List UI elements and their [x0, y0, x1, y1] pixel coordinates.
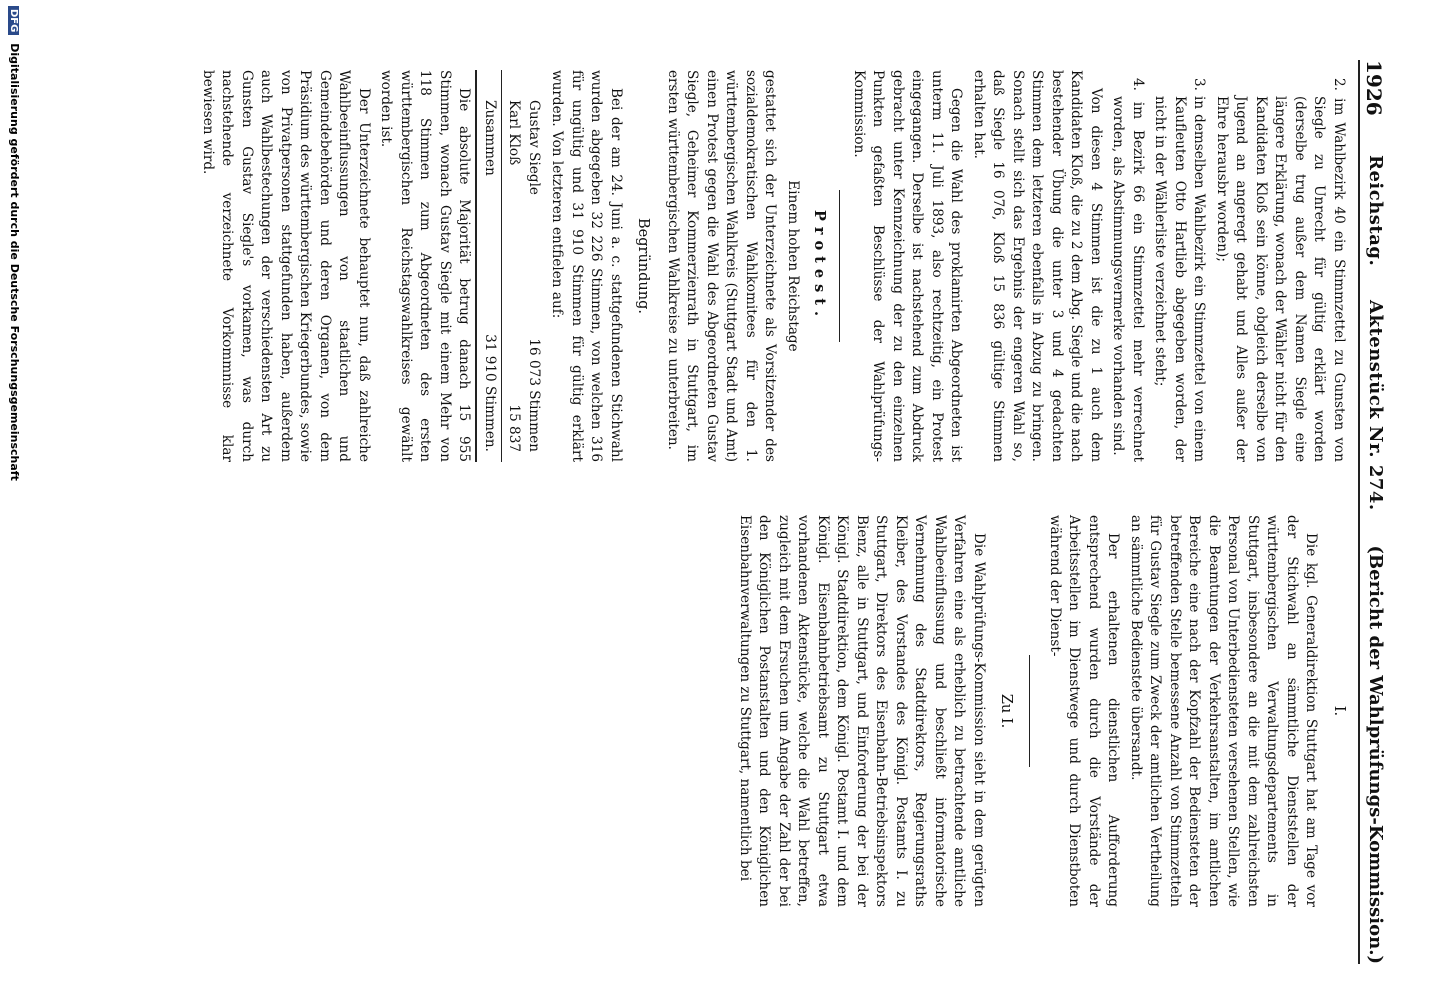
list-item: 2. im Wahlbezirk 40 ein Stimmzettel zu Gunsten von Siegle zu Unrecht für gültig erklärt worden (derselbe trug außer dem Namen Siegle eine längere Erklärung, wonach der Wähler nicht für den Kandidaten Kloß sein könne, obgleich derselbe von Jugend an angeregt gehabt und Alles außer der Ehre herausbr worden);	[1214, 78, 1347, 462]
paragraph: Die absolute Majorität betrug danach 15 955 Stimmen, wonach Gustav Siegle mit einem Mehr von 118 Stimmen zum Abgeordneten des ersten württembergischen Reichstagswahlkreises gewählt worden ist.	[378, 70, 473, 462]
table-total-row: Zusammen 31 910 Stimmen.	[476, 70, 503, 462]
paragraph: Gegen die Wahl des proklamirten Abgeordneten ist unterm 11. Juli 1893, also rechtzeitig, ein Protest eingegangen. Derselbe ist nachstehend zum Abdruck gebracht unter Kennzeichnung der zu den einzelnen Punkten gefaßten Beschlüsse der Wahlprüfungs-Kommission.	[851, 70, 965, 462]
dfg-logo: DFG	[8, 6, 19, 35]
list-item: 4. im Bezirk 66 ein Stimmzettel mehr verrechnet worden, als Abstimmungsvermerke vorhanden sind.	[1110, 78, 1146, 463]
table-row: Gustav Siegle 16 073 Stimmen	[526, 100, 542, 452]
footer-credit	[8, 0, 21, 1000]
section-heading: Begründung.	[635, 218, 652, 314]
commission-heading: Zu I.	[998, 693, 1015, 729]
running-header	[1358, 60, 1386, 964]
paragraph: Bei der am 24. Juni a. c. stattgefundenen Stichwahl wurden abgegeben 32 226 Stimmen, von welchen 316 für ungültig und 31 910 Stimmen für gültig erklärt wurden. Von letzteren entfielen auf:	[549, 70, 624, 462]
vote-table	[476, 70, 544, 462]
right-column	[732, 515, 1349, 907]
paragraph: Die kgl. Generaldirektion Stuttgart hat am Tage vor der Stichwahl an sämmtliche Dienststellen der württembergischen Verwaltungsdepartements in Stuttgart, insbesondere an die mit dem zahlreichsten Personal von Unterbediensteten versehenen Stellen, wie die Beamtungen der Verkehrsanstalten, im amtlichen Bereiche eine nach der Kopfzahl der Bediensteten der betreffenden Stelle bemessene Anzahl von Stimmzetteln für Gustav Siegle zum Zweck der amtlichen Vertheilung an sämmtliche Bedienstete übersandt.	[1128, 515, 1320, 907]
divider	[1030, 655, 1031, 767]
section-number: I.	[1331, 705, 1347, 717]
page-number: 1926	[1362, 60, 1386, 116]
paragraph: Der erhaltenen dienstlichen Aufforderung entsprechend wurden durch die Vorstände der Arbeitsstellen im Dienstwege und durch Dienstboten während der Dienst-	[1047, 515, 1122, 907]
header-center: Aktenstück Nr. 274.	[1365, 300, 1386, 511]
footer-text: Digitalisierung gefördert durch die Deutsche Forschungsgemeinschaft	[8, 43, 21, 481]
paragraph: Von diesen 4 Stimmen ist die zu 1 auch dem Kandidaten Kloß, die zu 2 dem Abg. Siegle und die nach bestehender Übung die unter 3 und 4 gedachten Stimmen dem letzteren ebenfalls in Abzug zu bringen. Sonach stellt sich das Ergebnis der engeren Wahl so, daß Siegle 16 076, Kloß 15 836 gültige Stimmen erhalten hat.	[971, 70, 1104, 462]
protest-title: Protest.	[811, 209, 829, 323]
header-left: Reichstag.	[1365, 155, 1386, 267]
paragraph: Der Unterzeichnete behauptet nun, daß zahlreiche Wahlbeeinflussungen von staatlichen und Gemeindebehörden und deren Organen, von dem Präsidium des württembergischen Kriegerbundes, sowie von Privatpersonen stattgefunden haben, außerdem auch Wahlbestechungen der verschiedensten Art zu Gunsten Gustav Siegle's vorkamen, was durch nachstehende verzeichnete Vorkommnisse klar bewiesen wird.	[200, 70, 372, 462]
list-item: 3. in demselben Wahlbezirk ein Stimmzettel von einem Kaufleuten Otto Hartlieb abgegeben worden, der nicht in der Wählerliste verzeichnet steht;	[1152, 78, 1208, 462]
left-column	[195, 70, 1349, 462]
divider	[840, 190, 841, 342]
header-right: (Bericht der Wahlprüfungs-Kommission.)	[1365, 545, 1386, 964]
address-line: Einem hohen Reichstage	[785, 180, 801, 352]
paragraph: gestattet sich der Unterzeichnete als Vorsitzender des sozialdemokratischen Wahlkomitees für den 1. württembergischen Wahlkreis (Stuttgart Stadt und Amt) einen Protest gegen die Wahl des Abgeordneten Gustav Siegle, Geheimer Kommerzienrath in Stuttgart, im ersten württembergischen Wahlkreise zu unterbreiten.	[665, 70, 779, 462]
paragraph: Die Wahlprüfungs-Kommission sieht in dem gerügten Verfahren eine als erheblich zu betrachtende amtliche Wahlbeeinflussung und beschließt informatorische Vernehmung des Stadtdirektors, Regierungsraths Kleiber, des Vorstandes des Königl. Postamts I. zu Stuttgart, Direktors des Eisenbahn-Betriebsinspektors Bienz, alle in Stuttgart, und Einforderung der bei der Königl. Stadtdirektion, dem Königl. Postamt I. und dem Königl. Eisenbahnbetriebsamt zu Stuttgart etwa vorhandenen Aktenstücke, welche die Wahl betreffen, zugleich mit dem Ersuchen um Angabe der Zahl der bei den Königlichen Postanstalten und den Königlichen Eisenbahnverwaltungen zu Stuttgart, namentlich bei	[737, 515, 987, 907]
table-row: Karl Kloß 15 837	[506, 100, 523, 452]
